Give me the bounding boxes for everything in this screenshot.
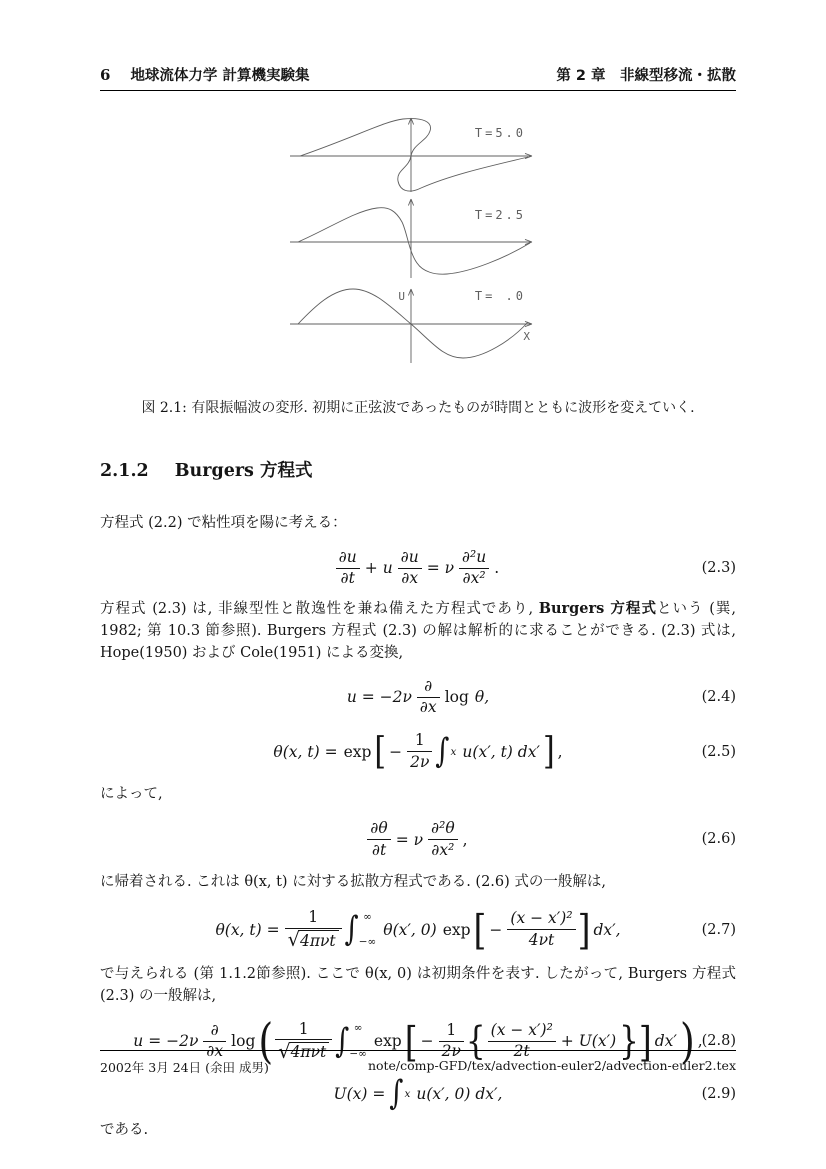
equation-tag: (2.8): [701, 1033, 736, 1050]
equation-2-7: θ(x, t) = 1 √ 4πνt ∫ ∞ −∞ θ(x′, 0) exp [ − $\frac{\text{(x − x′)²}}{4\nu t}$ ] dx′, (2.7): [215, 905, 736, 955]
paragraph-burgers: 方程式 (2.3) は, 非線型性と散逸性を兼ね備えた方程式であり, Burgers 方程式という (巽, 1982; 第 10.3 節参照). Burgers 方程式 (2.3) の解は解析的に求ることができる. (2.3) 式は, Hope(1950) および Cole(1951) による変換,: [100, 599, 737, 661]
section-heading: [100, 457, 736, 482]
equation-2-9: U(x) = ∫ x u(x′, 0) dx′, (2.9): [333, 1074, 736, 1114]
section-number: 2.1.2: [100, 461, 149, 481]
burgers-equation-term: Burgers 方程式: [538, 599, 657, 617]
wave-evolution-plot: [285, 111, 535, 371]
page-header: [100, 0, 736, 85]
panel-label-t25: T=2.5: [474, 208, 526, 222]
paragraph-intro: 方程式 (2.2) で粘性項を陽に考える：: [100, 515, 347, 531]
equation-2-6: $\frac{\partial\theta}{\partial t}$ = ν $\frac{\text{∂²θ}}{\text{∂x²}}$ , (2.6): [100, 819, 736, 859]
equation-tag: (2.6): [701, 831, 736, 848]
paragraph-niyotte: によって,: [100, 786, 163, 803]
u-axis-label: U: [398, 290, 405, 303]
equation-2-8: u = −2ν $\frac{\partial}{\partial x}$ log ( 1 √ 4πνt ∫ ∞ −∞ exp [ − $\frac{1}{2\nu}$ { $\frac{\text{(x − x′)²}}{2t}$ + U(x′) } ] dx′ ) , (2.8): [133, 1013, 736, 1069]
header-chapter-title: 第 2 章 非線型移流・拡散: [556, 68, 736, 84]
paragraph-diffusion: に帰着される. これは θ(x, t) に対する拡散方程式である. (2.6) 式の一般解は,: [100, 873, 607, 890]
footer-file-path: note/comp-GFD/tex/advection-euler2/advection-euler2.tex: [367, 1058, 736, 1073]
footer-date-author: 2002年 3月 24日 (余田 成男): [100, 1060, 269, 1075]
header-book-title: 地球流体力学 計算機実験集: [130, 68, 310, 84]
header-rule: [100, 90, 736, 91]
paragraph-general-solution: で与えられる (第 1.1.2節参照). ここで θ(x, 0) は初期条件を表す. したがって, Burgers 方程式 (2.3) の一般解は,: [100, 965, 736, 1004]
equation-2-4: u = −2ν $\frac{\partial}{\partial x}$ log θ, (2.4): [346, 676, 736, 717]
x-axis-label: X: [523, 330, 530, 343]
section-title: Burgers 方程式: [174, 461, 313, 481]
figure-caption: 図 2.1: 有限振幅波の変形. 初期に正弦波であったものが時間とともに波形を変えていく.: [141, 400, 695, 416]
page-number: 6: [100, 66, 111, 84]
equation-tag: (2.9): [701, 1085, 736, 1102]
equation-tag: (2.5): [701, 743, 736, 760]
equation-tag: (2.4): [701, 689, 736, 706]
panel-label-t0: T= .0: [474, 289, 526, 303]
panel-label-t5: T=5.0: [474, 126, 526, 140]
equation-tag: (2.7): [701, 921, 736, 938]
page-footer: [100, 1050, 736, 1076]
paragraph-dearu: である.: [100, 1122, 149, 1139]
figure-2-1: [285, 111, 535, 371]
equation-tag: (2.3): [701, 559, 736, 576]
equation-2-5: θ(x, t) = exp [ − $\frac{1}{2\nu}$ ∫ x u(x′, t) dx′ ] , (2.5): [273, 729, 736, 774]
equation-2-3: $\frac{\partial u}{\partial t}$ + u $\frac{\partial u}{\partial x}$ = ν $\frac{\text{∂²u}}{\text{∂x²}}$ . (2.3): [100, 548, 736, 588]
